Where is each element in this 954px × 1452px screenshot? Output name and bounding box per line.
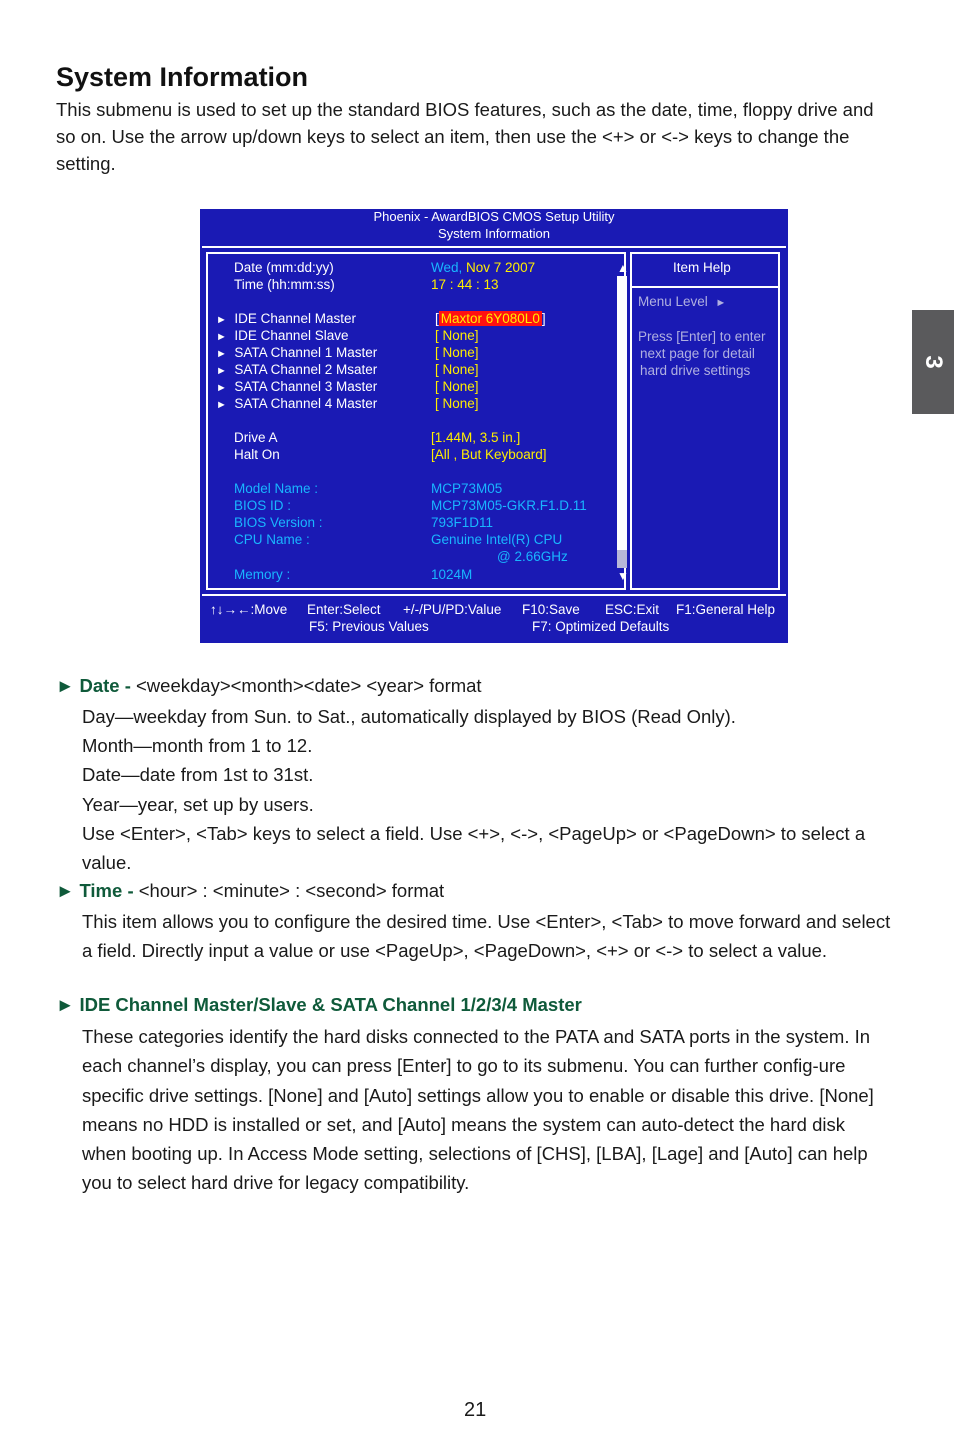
menu-level-label: Menu Level bbox=[638, 294, 708, 309]
menu-level-arrow-icon: ► bbox=[715, 297, 727, 309]
submenu-value[interactable]: [ None] bbox=[435, 328, 479, 343]
date-section-heading bbox=[56, 675, 482, 697]
time-label: Time (hh:mm:ss) bbox=[234, 277, 335, 292]
footer-move: ↑↓→←:Move bbox=[210, 602, 288, 617]
submenu-arrow-icon: ► bbox=[216, 314, 227, 326]
bios-divider bbox=[202, 594, 786, 596]
bios-header-subtitle: System Information bbox=[438, 226, 550, 241]
page-number: 21 bbox=[464, 1399, 487, 1421]
info-value: 793F1D11 bbox=[431, 515, 494, 530]
section-heading: Time - bbox=[79, 880, 134, 901]
info-value: MCP73M05-GKR.F1.D.11 bbox=[431, 498, 587, 513]
bios-header-title: Phoenix - AwardBIOS CMOS Setup Utility bbox=[373, 209, 615, 224]
scrollbar-thumb[interactable] bbox=[617, 550, 627, 568]
submenu-label: SATA Channel 1 Master bbox=[234, 345, 378, 360]
item-help-title: Item Help bbox=[673, 260, 731, 275]
submenu-ide-master-value[interactable]: [ Maxtor 6Y080L0 ] bbox=[435, 311, 546, 326]
footer-help: F1:General Help bbox=[676, 602, 776, 617]
submenu-ide-master[interactable] bbox=[216, 311, 356, 326]
submenu-arrow-icon: ► bbox=[216, 382, 227, 394]
info-label: Model Name : bbox=[234, 481, 319, 496]
date-value: Nov 7 2007 bbox=[466, 260, 536, 275]
info-value: MCP73M05 bbox=[431, 481, 503, 496]
scroll-down-icon[interactable]: ▼ bbox=[617, 569, 629, 583]
submenu-label: SATA Channel 2 Msater bbox=[234, 362, 378, 377]
bios-divider bbox=[202, 246, 786, 248]
section-format: <hour> : <minute> : <second> format bbox=[133, 880, 445, 901]
submenu-arrow-icon: ► bbox=[216, 399, 227, 411]
memory-label: Memory : bbox=[234, 567, 291, 582]
bullet-arrow-icon: ► bbox=[56, 675, 75, 696]
submenu-arrow-icon: ► bbox=[216, 331, 227, 343]
help-text-line: hard drive settings bbox=[640, 363, 751, 378]
submenu-label: SATA Channel 3 Master bbox=[234, 379, 378, 394]
chapter-tab bbox=[912, 310, 954, 414]
selected-value: Maxtor 6Y080L0 bbox=[440, 311, 540, 326]
drive-a-label: Drive A bbox=[234, 430, 278, 445]
date-label: Date (mm:dd:yy) bbox=[234, 260, 334, 275]
bullet-arrow-icon: ► bbox=[56, 880, 75, 901]
halt-on-label: Halt On bbox=[234, 447, 280, 462]
time-section-heading bbox=[56, 880, 444, 902]
submenu-value[interactable]: [ None] bbox=[435, 396, 479, 411]
info-label: BIOS ID : bbox=[234, 498, 292, 513]
cpu-speed: @ 2.66GHz bbox=[497, 549, 568, 564]
submenu-label: IDE Channel Slave bbox=[234, 328, 349, 343]
submenu-label: SATA Channel 4 Master bbox=[234, 396, 378, 411]
time-description: This item allows you to configure the desired time. Use <Enter>, <Tab> to move forward and select a field. Directly input a value or use <PageUp>, <PageDown>, <+> or <-> to select a value. bbox=[82, 911, 891, 962]
menu-level bbox=[638, 294, 726, 309]
info-value: Genuine Intel(R) CPU bbox=[431, 532, 563, 547]
footer-save: F10:Save bbox=[522, 602, 580, 617]
submenu-value[interactable]: [ None] bbox=[435, 362, 479, 377]
section-format: <weekday><month><date> <year> format bbox=[130, 675, 482, 696]
info-label: CPU Name : bbox=[234, 532, 310, 547]
date-line: Date—date from 1st to 31st. bbox=[82, 764, 314, 785]
help-divider bbox=[632, 286, 778, 288]
intro-paragraph: This submenu is used to set up the standard BIOS features, such as the date, time, floppy drive and so on. Use the arrow up/down keys to select an item, then use the <+> or <-> keys to change the setting. bbox=[56, 99, 874, 174]
submenu-value[interactable]: [ None] bbox=[435, 379, 479, 394]
submenu-arrow-icon: ► bbox=[216, 348, 227, 360]
section-heading: Date - bbox=[79, 675, 131, 696]
date-line: Month—month from 1 to 12. bbox=[82, 735, 313, 756]
footer-previous-values: F5: Previous Values bbox=[309, 619, 429, 634]
submenu-label: IDE Channel Master bbox=[234, 311, 356, 326]
ide-description: These categories identify the hard disks connected to the PATA and SATA ports in the system. In each channel’s display, you can press [Enter] to go to its submenu. You can further config-ure specific drive settings. [None] and [Auto] settings allow you to enable or disable this drive. [None] means no HDD is installed or set, and [Auto] means the system can auto-detect the hard disk when booting up. In Access Mode setting, selections of [CHS], [LBA], [Lage] and [Auto] can help you to select hard drive for legacy compatibility. bbox=[82, 1026, 874, 1194]
bullet-arrow-icon: ► bbox=[56, 994, 75, 1015]
submenu-sata4[interactable] bbox=[216, 396, 377, 411]
footer-value: +/-/PU/PD:Value bbox=[403, 602, 502, 617]
submenu-value[interactable]: [ None] bbox=[435, 345, 479, 360]
help-text-line: Press [Enter] to enter bbox=[638, 329, 766, 344]
date-line: Day—weekday from Sun. to Sat., automatically displayed by BIOS (Read Only). bbox=[82, 706, 736, 727]
submenu-arrow-icon: ► bbox=[216, 365, 227, 377]
page-title: System Information bbox=[56, 62, 309, 92]
date-line: Use <Enter>, <Tab> keys to select a field. Use <+>, <->, <PageUp> or <PageDown> to select a value. bbox=[82, 823, 866, 874]
date-field[interactable] bbox=[431, 260, 535, 275]
memory-value: 1024M bbox=[431, 567, 473, 582]
time-field[interactable]: 17 : 44 : 13 bbox=[431, 277, 499, 292]
submenu-sata3[interactable] bbox=[216, 379, 377, 394]
scroll-up-icon[interactable]: ▲ bbox=[617, 261, 629, 275]
footer-exit: ESC:Exit bbox=[605, 602, 660, 617]
footer-enter: Enter:Select bbox=[307, 602, 381, 617]
scrollbar[interactable] bbox=[617, 276, 627, 568]
chapter-number: 3 bbox=[920, 355, 947, 369]
ide-section-heading bbox=[56, 994, 582, 1016]
section-heading: IDE Channel Master/Slave & SATA Channel 1/2/3/4 Master bbox=[79, 994, 582, 1015]
date-line: Year—year, set up by users. bbox=[82, 794, 314, 815]
help-text-line: next page for detail bbox=[640, 346, 755, 361]
date-weekday: Wed, bbox=[431, 260, 463, 275]
submenu-sata2[interactable] bbox=[216, 362, 377, 377]
drive-a-value[interactable]: [1.44M, 3.5 in.] bbox=[431, 430, 521, 445]
submenu-ide-slave[interactable] bbox=[216, 328, 348, 343]
info-label: BIOS Version : bbox=[234, 515, 323, 530]
submenu-sata1[interactable] bbox=[216, 345, 377, 360]
halt-on-value[interactable]: [All , But Keyboard] bbox=[431, 447, 547, 462]
footer-optimized-defaults: F7: Optimized Defaults bbox=[532, 619, 670, 634]
